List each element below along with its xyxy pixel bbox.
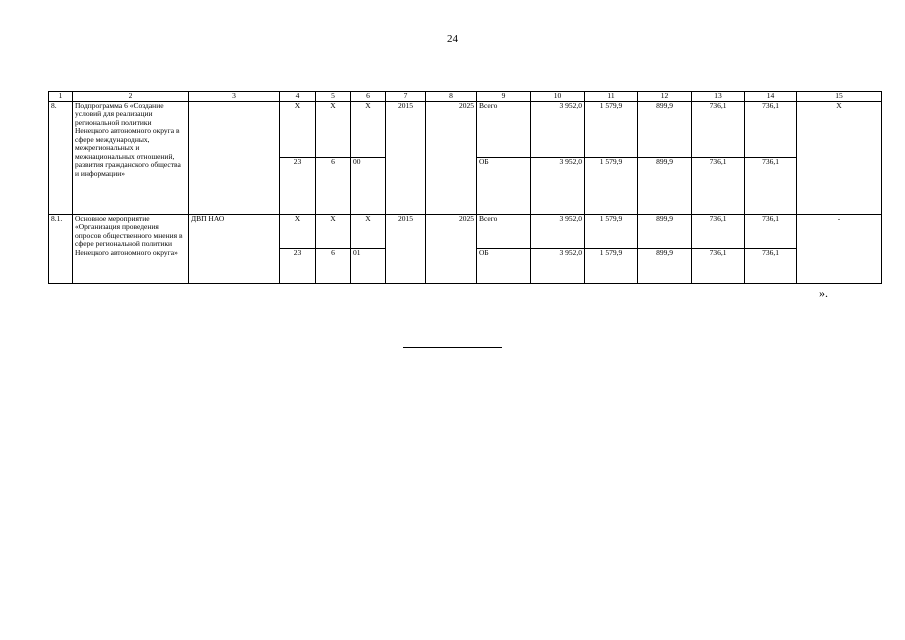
col-header: 9 — [477, 92, 531, 102]
row-executor — [189, 101, 280, 214]
cell-v13: 736,1 — [692, 249, 745, 284]
cell-source: Всего — [477, 101, 531, 158]
cell-v10: 3 952,0 — [531, 249, 585, 284]
cell-c5: Х — [316, 214, 351, 249]
cell-c5: Х — [316, 101, 351, 158]
cell-c4: 23 — [280, 158, 316, 215]
closing-quote-mark: ». — [819, 286, 828, 300]
cell-v10: 3 952,0 — [531, 101, 585, 158]
separator-line — [403, 347, 502, 348]
cell-v14: 736,1 — [745, 214, 797, 249]
cell-source: ОБ — [477, 158, 531, 215]
col-header: 11 — [585, 92, 638, 102]
col-header: 10 — [531, 92, 585, 102]
cell-v10: 3 952,0 — [531, 214, 585, 249]
cell-v12: 899,9 — [638, 214, 692, 249]
cell-source: Всего — [477, 214, 531, 249]
col-header: 8 — [426, 92, 477, 102]
col-header: 14 — [745, 92, 797, 102]
cell-v13: 736,1 — [692, 214, 745, 249]
cell-c6: 01 — [351, 249, 386, 284]
cell-v11: 1 579,9 — [585, 249, 638, 284]
cell-c6: Х — [351, 214, 386, 249]
cell-c4: 23 — [280, 249, 316, 284]
cell-c6: 00 — [351, 158, 386, 215]
col-header: 13 — [692, 92, 745, 102]
header-row — [49, 92, 882, 102]
col-header: 1 — [49, 92, 73, 102]
cell-start-year: 2015 — [386, 214, 426, 283]
row-number: 8.1. — [49, 214, 73, 283]
budget-table — [48, 91, 882, 284]
col-header: 2 — [73, 92, 189, 102]
col-header: 4 — [280, 92, 316, 102]
cell-v13: 736,1 — [692, 101, 745, 158]
cell-end-year: 2025 — [426, 101, 477, 214]
cell-c6: Х — [351, 101, 386, 158]
cell-col15: - — [797, 214, 882, 283]
page-number: 24 — [447, 33, 458, 45]
cell-v14: 736,1 — [745, 249, 797, 284]
cell-v10: 3 952,0 — [531, 158, 585, 215]
row-executor: ДВП НАО — [189, 214, 280, 283]
cell-v12: 899,9 — [638, 101, 692, 158]
col-header: 12 — [638, 92, 692, 102]
cell-v13: 736,1 — [692, 158, 745, 215]
row-name: Основное мероприятие «Организация проведения опросов общественного мнения в сфере региональной политики Ненецкого автономного округа» — [73, 214, 189, 283]
cell-end-year: 2025 — [426, 214, 477, 283]
cell-v12: 899,9 — [638, 249, 692, 284]
cell-v12: 899,9 — [638, 158, 692, 215]
col-header: 5 — [316, 92, 351, 102]
cell-v11: 1 579,9 — [585, 101, 638, 158]
cell-v14: 736,1 — [745, 158, 797, 215]
cell-v14: 736,1 — [745, 101, 797, 158]
cell-c4: Х — [280, 214, 316, 249]
col-header: 7 — [386, 92, 426, 102]
col-header: 15 — [797, 92, 882, 102]
col-header: 3 — [189, 92, 280, 102]
row-number: 8. — [49, 101, 73, 214]
cell-source: ОБ — [477, 249, 531, 284]
row-name: Подпрограмма 6 «Создание условий для реализации региональной политики Ненецкого автономного округа в сфере международных, межрегиональных и межнациональных отношений, развития гражданского общества и информации» — [73, 101, 189, 214]
cell-c5: 6 — [316, 249, 351, 284]
cell-start-year: 2015 — [386, 101, 426, 214]
cell-col15: Х — [797, 101, 882, 214]
cell-c4: Х — [280, 101, 316, 158]
table-row — [49, 101, 882, 158]
table-row — [49, 214, 882, 249]
col-header: 6 — [351, 92, 386, 102]
cell-v11: 1 579,9 — [585, 214, 638, 249]
cell-v11: 1 579,9 — [585, 158, 638, 215]
cell-c5: 6 — [316, 158, 351, 215]
